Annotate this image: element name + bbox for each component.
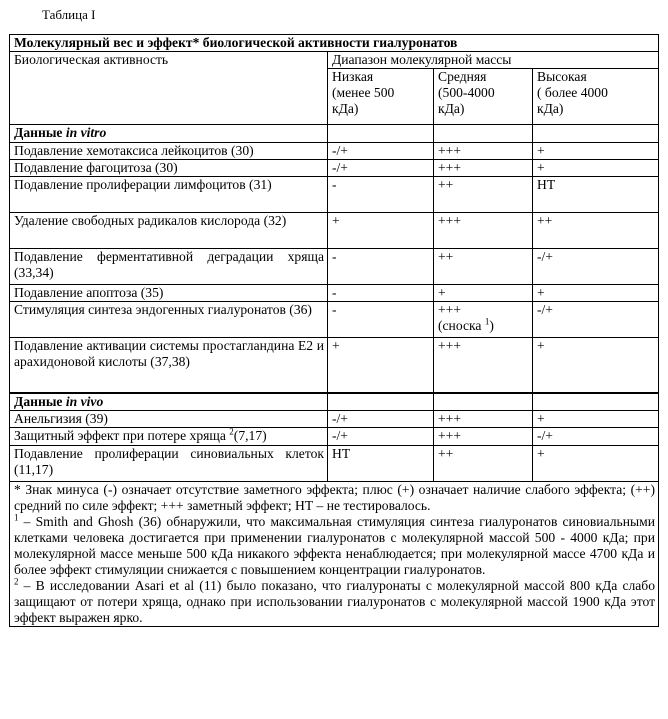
row-mid: +++ (сноска $^1$) xyxy=(434,302,533,338)
header-mid: Средняя (500-4000 кДа) xyxy=(434,69,533,125)
row-mid: +++ xyxy=(434,213,533,249)
row-low: -/+ xyxy=(328,428,434,446)
row-activity: Подавление ферментативной деградации хряща (33,34) xyxy=(10,249,328,285)
row-high: + xyxy=(533,143,659,160)
row-activity: Стимуляция синтеза эндогенных гиалуронатов (36) xyxy=(10,302,328,338)
row-high: + xyxy=(533,160,659,177)
row-mid: +++ xyxy=(434,428,533,446)
row-low: - xyxy=(328,302,434,338)
row-high: + xyxy=(533,411,659,428)
row-low: - xyxy=(328,285,434,302)
footnote-marker: 1 xyxy=(484,316,490,327)
row-high: + xyxy=(533,285,659,302)
row-high: -/+ xyxy=(533,302,659,338)
row-activity: Подавление пролиферации синовиальных клеток (11,17) xyxy=(10,446,328,482)
section-in-vivo: Данные in vivo xyxy=(10,393,328,411)
row-activity: Удаление свободных радикалов кислорода (32) xyxy=(10,213,328,249)
table-label: Таблица I xyxy=(42,7,96,22)
footnote-2: $^2$ – В исследовании Asari et al (11) было показано, что гиалуронаты с молекулярной массой 800 кДа слабо защищают от потери хряща, однако при использовании гиалуронатов с молекулярной массой 1900 кДа этот эффект выражен ярко. xyxy=(14,576,656,625)
row-mid: ++ xyxy=(434,446,533,482)
row-mid: ++ xyxy=(434,177,533,213)
row-mid: ++ xyxy=(434,249,533,285)
row-high: + xyxy=(533,338,659,393)
row-mid: + xyxy=(434,285,533,302)
row-activity: Подавление пролиферации лимфоцитов (31) xyxy=(10,177,328,213)
row-high: -/+ xyxy=(533,428,659,446)
note-legend: * Знак минуса (-) означает отсутствие заметного эффекта; плюс (+) означает наличие слабого эффекта; (++) средний по силе эффект; +++ заметный эффект; НТ – не тестировалось. xyxy=(14,482,656,513)
row-high: + xyxy=(533,446,659,482)
row-activity: Подавление фагоцитоза (30) xyxy=(10,160,328,177)
row-low: + xyxy=(328,338,434,393)
footnote-1: $^1$ – Smith and Ghosh (36) обнаружили, что максимальная стимуляция синтеза гиалуронатов синовиальными клетками человека достигается при применении гиалуронатов с молекулярной массой 500 - 4000 кДа; при молекулярной массе меньше 500 кДа никакого эффекта ненаблюдается; при молекулярной массе 4700 кДа и более эффект стимуляции снижается с повышением концентрации гиалуронатов. xyxy=(14,512,656,577)
row-low: НТ xyxy=(328,446,434,482)
table-notes xyxy=(10,482,659,627)
row-low: -/+ xyxy=(328,143,434,160)
hyaluronate-activity-table xyxy=(9,34,659,627)
table-caption: Молекулярный вес и эффект* биологической активности гиалуронатов xyxy=(10,35,659,52)
row-mid: +++ xyxy=(434,338,533,393)
row-activity: Анельгизия (39) xyxy=(10,411,328,428)
section-in-vitro: Данные in vitro xyxy=(10,125,328,143)
row-high: ++ xyxy=(533,213,659,249)
row-high: НТ xyxy=(533,177,659,213)
row-mid: +++ xyxy=(434,411,533,428)
row-activity: Подавление хемотаксиса лейкоцитов (30) xyxy=(10,143,328,160)
row-low: - xyxy=(328,177,434,213)
row-low: -/+ xyxy=(328,160,434,177)
header-range: Диапазон молекулярной массы xyxy=(328,52,659,69)
header-activity: Биологическая активность xyxy=(10,52,328,125)
row-activity: Подавление активации системы простагландина Е2 и арахидоновой кислоты (37,38) xyxy=(10,338,328,393)
footnote-marker: 2 xyxy=(229,427,234,437)
row-activity: Защитный эффект при потере хряща $^2$(7,17) xyxy=(10,428,328,446)
row-mid: +++ xyxy=(434,143,533,160)
header-low: Низкая (менее 500 кДа) xyxy=(328,69,434,125)
row-mid: +++ xyxy=(434,160,533,177)
row-activity: Подавление апоптоза (35) xyxy=(10,285,328,302)
header-high: Высокая ( более 4000 кДа) xyxy=(533,69,659,125)
row-high: -/+ xyxy=(533,249,659,285)
row-low: - xyxy=(328,249,434,285)
row-low: -/+ xyxy=(328,411,434,428)
row-low: + xyxy=(328,213,434,249)
